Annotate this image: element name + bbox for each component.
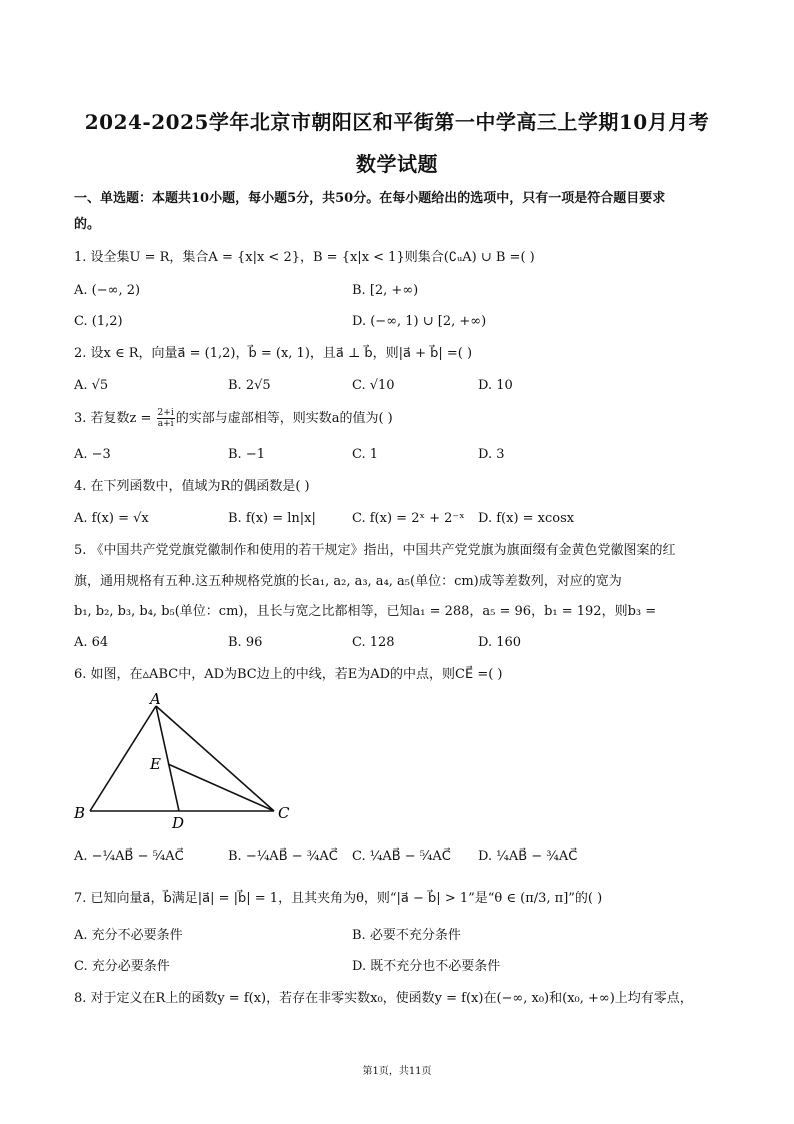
q2-option-a: A. √5 xyxy=(74,378,109,393)
q3-stem-post: 的实部与虚部相等，则实数a的值为( ) xyxy=(175,411,393,426)
page-footer: 第1页，共11页 xyxy=(362,1066,432,1077)
q3-stem-pre: 3. 若复数z = xyxy=(74,411,156,426)
q3-fraction xyxy=(157,408,175,429)
question-6-stem: 6. 如图，在▵ABC中，AD为BC边上的中线，若E为AD的中点，则CE⃗ =( ) xyxy=(74,667,503,682)
segment-ec xyxy=(168,764,274,811)
section-instructions-line2: 的。 xyxy=(74,217,101,232)
q3-fraction-denominator: a+i xyxy=(157,419,174,429)
label-b: B xyxy=(74,804,86,822)
question-4-stem: 4. 在下列函数中，值域为R的偶函数是( ) xyxy=(74,479,310,494)
q5-option-d: D. 160 xyxy=(478,635,522,650)
segment-ab xyxy=(90,706,156,811)
question-3-stem xyxy=(74,408,393,429)
q2-option-b: B. 2√5 xyxy=(228,378,271,393)
q6-option-a: A. −¼AB⃗ − ⁵⁄₄AC⃗ xyxy=(74,849,184,864)
q7-option-a: A. 充分不必要条件 xyxy=(74,928,183,943)
q4-option-c: C. f(x) = 2ˣ + 2⁻ˣ xyxy=(352,511,465,526)
q6-option-d: D. ¼AB⃗ − ¾AC⃗ xyxy=(478,849,578,864)
label-a: A xyxy=(150,692,161,708)
question-7-stem: 7. 已知向量a⃗，b⃗满足|a⃗| = |b⃗| = 1，且其夹角为θ，则“|a⃗ − b⃗| > 1”是“θ ∈ (π/3, π]”的( ) xyxy=(74,891,603,906)
triangle-lines xyxy=(90,706,274,811)
label-e: E xyxy=(150,755,161,773)
triangle-diagram xyxy=(70,692,310,832)
q3-fraction-numerator: 2+i xyxy=(157,408,174,418)
q4-option-d: D. f(x) = xcosx xyxy=(478,511,575,526)
question-5-line1: 5. 《中国共产党党旗党徽制作和使用的若干规定》指出，中国共产党党旗为旗面缀有金黄色党徽图案的红 xyxy=(74,543,676,558)
q5-option-a: A. 64 xyxy=(74,635,109,650)
q7-option-b: B. 必要不充分条件 xyxy=(352,928,461,943)
segment-ac xyxy=(156,706,274,811)
q4-option-b: B. f(x) = ln|x| xyxy=(228,511,316,526)
question-2-stem: 2. 设x ∈ R，向量a⃗ = (1,2)，b⃗ = (x, 1)，且a⃗ ⊥ b⃗，则|a⃗ + b⃗| =( ) xyxy=(74,346,473,361)
q1-option-d: D. (−∞, 1) ∪ [2, +∞) xyxy=(352,314,487,329)
question-5-line2: 旗，通用规格有五种.这五种规格党旗的长a₁, a₂, a₃, a₄, a₅(单位：cm)成等差数列，对应的宽为 xyxy=(74,574,622,589)
q7-option-c: C. 充分必要条件 xyxy=(74,959,170,974)
q2-option-c: C. √10 xyxy=(352,378,395,393)
question-8-stem: 8. 对于定义在R上的函数y = f(x)，若存在非零实数x₀，使函数y = f(x)在(−∞, x₀)和(x₀, +∞)上均有零点， xyxy=(74,991,693,1006)
q7-option-d: D. 既不充分也不必要条件 xyxy=(352,959,501,974)
q5-option-c: C. 128 xyxy=(352,635,395,650)
q3-option-b: B. −1 xyxy=(228,447,265,462)
q2-option-d: D. 10 xyxy=(478,378,513,393)
section-instructions-line1: 一、单选题：本题共10小题，每小题5分，共50分。在每小题给出的选项中，只有一项是符合题目要求 xyxy=(74,191,666,206)
q5-option-b: B. 96 xyxy=(228,635,263,650)
question-1-stem: 1. 设全集U = R，集合A = {x|x < 2}，B = {x|x < 1}则集合(∁ᵤA) ∪ B =( ) xyxy=(74,250,535,265)
exam-subtitle: 数学试题 xyxy=(356,152,438,176)
q4-option-a: A. f(x) = √x xyxy=(74,511,149,526)
q6-option-b: B. −¼AB⃗ − ¾AC⃗ xyxy=(228,849,338,864)
label-c: C xyxy=(278,804,290,822)
label-d: D xyxy=(172,814,185,832)
q3-option-a: A. −3 xyxy=(74,447,111,462)
q3-option-d: D. 3 xyxy=(478,447,505,462)
q6-option-c: C. ¼AB⃗ − ⁵⁄₄AC⃗ xyxy=(352,849,451,864)
q1-option-c: C. (1,2) xyxy=(74,314,123,329)
q1-option-a: A. (−∞, 2) xyxy=(74,283,141,298)
q1-option-b: B. [2, +∞) xyxy=(352,283,419,298)
exam-title: 2024-2025学年北京市朝阳区和平街第一中学高三上学期10月月考 xyxy=(84,110,710,134)
question-5-line3: b₁, b₂, b₃, b₄, b₅(单位：cm)，且长与宽之比都相等，已知a₁ = 288，a₅ = 96，b₁ = 192，则b₃ = xyxy=(74,604,657,619)
q3-option-c: C. 1 xyxy=(352,447,379,462)
